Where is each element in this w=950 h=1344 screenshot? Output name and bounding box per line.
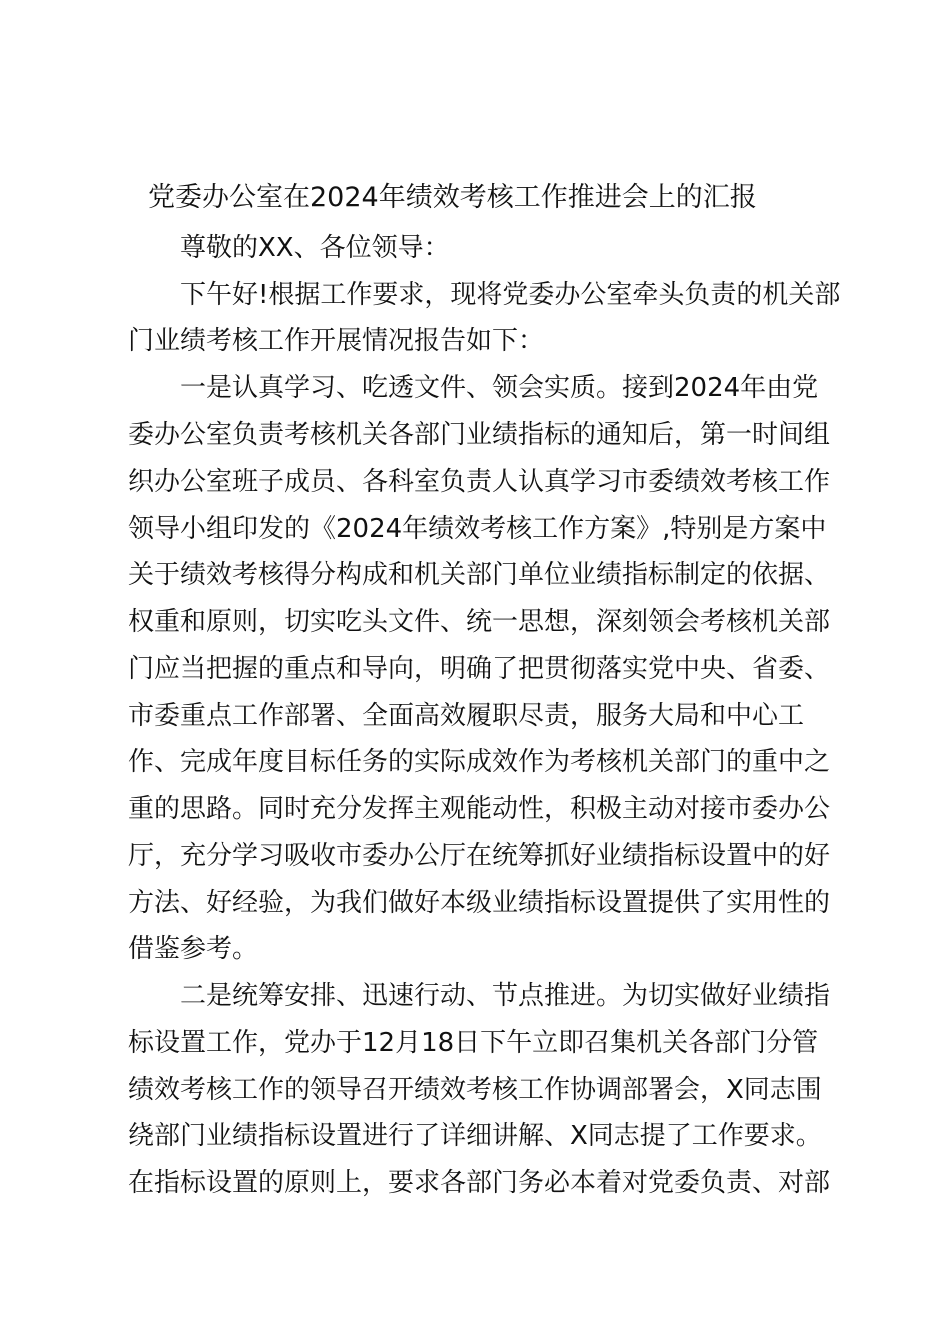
body-line: 厅，充分学习吸收市委办公厅在统筹抓好业绩指标设置中的好 <box>128 841 831 871</box>
salutation: 尊敬的XX、各位领导： <box>180 233 450 263</box>
body-line: 门业绩考核工作开展情况报告如下： <box>128 326 545 356</box>
body-line: 织办公室班子成员、各科室负责人认真学习市委绩效考核工作 <box>128 467 831 497</box>
body-line: 重的思路。同时充分发挥主观能动性，积极主动对接市委办公 <box>128 794 831 824</box>
document-title: 党委办公室在2024年绩效考核工作推进会上的汇报 <box>148 182 757 213</box>
body-line: 绕部门业绩指标设置进行了详细讲解、X同志提了工作要求。 <box>128 1121 822 1151</box>
body-line: 绩效考核工作的领导召开绩效考核工作协调部署会，X同志围 <box>128 1075 822 1105</box>
body-line: 一是认真学习、吃透文件、领会实质。接到2024年由党 <box>180 373 819 403</box>
body-line: 借鉴参考。 <box>128 934 259 964</box>
body-line: 市委重点工作部署、全面高效履职尽责，服务大局和中心工 <box>128 701 805 731</box>
body-line: 二是统筹安排、迅速行动、节点推进。为切实做好业绩指 <box>180 981 831 1011</box>
body-line: 门应当把握的重点和导向，明确了把贯彻落实党中央、省委、 <box>128 654 831 684</box>
body-line: 关于绩效考核得分构成和机关部门单位业绩指标制定的依据、 <box>128 560 831 590</box>
body-line: 权重和原则，切实吃头文件、统一思想，深刻领会考核机关部 <box>128 607 831 637</box>
body-line: 下午好!根据工作要求，现将党委办公室牵头负责的机关部 <box>180 280 841 310</box>
body-line: 作、完成年度目标任务的实际成效作为考核机关部门的重中之 <box>128 747 831 777</box>
body-line: 领导小组印发的《2024年绩效考核工作方案》,特别是方案中 <box>128 514 827 544</box>
body-line: 方法、好经验，为我们做好本级业绩指标设置提供了实用性的 <box>128 888 831 918</box>
body-line: 委办公室负责考核机关各部门业绩指标的通知后，第一时间组 <box>128 420 831 450</box>
body-line: 在指标设置的原则上，要求各部门务必本着对党委负责、对部 <box>128 1168 831 1198</box>
body-line: 标设置工作，党办于12月18日下午立即召集机关各部门分管 <box>128 1028 819 1058</box>
